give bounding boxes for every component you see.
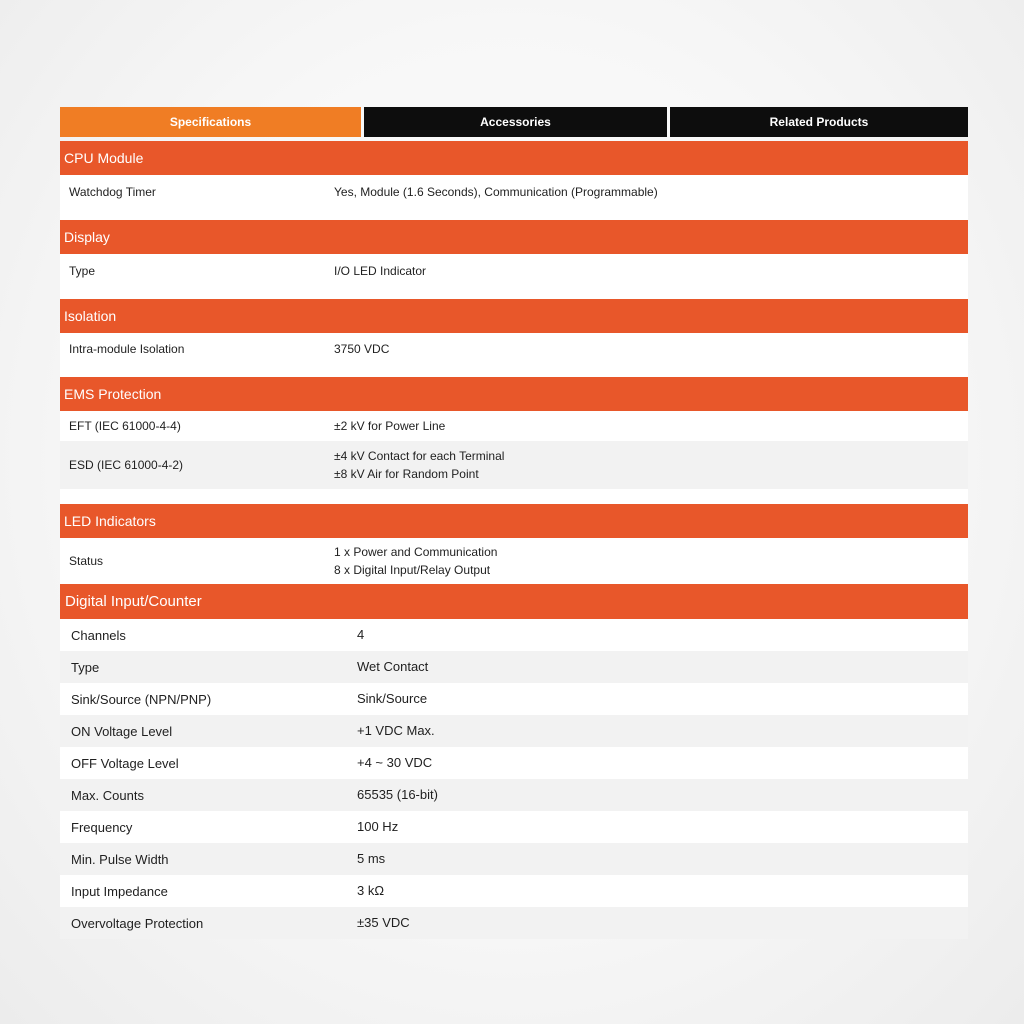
spec-value-line: ±8 kV Air for Random Point xyxy=(334,467,479,481)
spec-value-line: ±4 kV Contact for each Terminal xyxy=(334,449,505,463)
spec-label: Channels xyxy=(71,627,126,643)
spec-label: Status xyxy=(69,554,104,568)
spec-value: Yes, Module (1.6 Seconds), Communication (Programmable) xyxy=(334,185,658,199)
spec-row xyxy=(60,747,968,779)
spec-label: ON Voltage Level xyxy=(71,723,173,739)
spec-row xyxy=(60,811,968,843)
section-digital-input-counter xyxy=(60,584,968,939)
tab-accessories[interactable]: Accessories xyxy=(364,107,667,137)
spec-value: 65535 (16-bit) xyxy=(357,787,438,802)
spec-label: Intra-module Isolation xyxy=(69,342,185,356)
spec-row xyxy=(60,175,968,209)
spec-value: Wet Contact xyxy=(357,659,429,674)
spec-row xyxy=(60,538,968,584)
section-title: EMS Protection xyxy=(60,377,968,411)
spec-row xyxy=(60,843,968,875)
spec-container xyxy=(60,107,968,939)
section-title: Digital Input/Counter xyxy=(60,584,968,619)
spec-label: Max. Counts xyxy=(71,787,144,803)
spec-label: OFF Voltage Level xyxy=(71,755,179,771)
section-title: Isolation xyxy=(60,299,968,333)
spec-row xyxy=(60,779,968,811)
tab-bar xyxy=(60,107,968,137)
spec-row xyxy=(60,683,968,715)
section-display xyxy=(60,220,968,299)
section-cpu-module xyxy=(60,141,968,220)
tab-specifications[interactable]: Specifications xyxy=(60,107,361,137)
spec-row xyxy=(60,411,968,441)
section-title: CPU Module xyxy=(60,141,968,175)
spec-value: 3750 VDC xyxy=(334,342,390,356)
spec-label: EFT (IEC 61000-4-4) xyxy=(69,419,181,433)
spec-label: Type xyxy=(71,659,100,675)
spec-value-line: 1 x Power and Communication xyxy=(334,545,498,559)
spec-row xyxy=(60,333,968,365)
spec-row xyxy=(60,254,968,287)
tab-related-products[interactable]: Related Products xyxy=(670,107,968,137)
spec-value-line: 8 x Digital Input/Relay Output xyxy=(334,563,491,577)
spec-value xyxy=(334,447,968,483)
spec-row xyxy=(60,619,968,651)
spec-value: 100 Hz xyxy=(357,819,399,834)
spec-value: I/O LED Indicator xyxy=(334,263,427,278)
spec-value: 5 ms xyxy=(357,851,386,866)
spec-value: 4 xyxy=(357,627,365,642)
spec-row xyxy=(60,651,968,683)
spec-row xyxy=(60,715,968,747)
spec-row xyxy=(60,875,968,907)
spec-row xyxy=(60,907,968,939)
spec-value: 3 kΩ xyxy=(357,883,385,898)
spec-label: ESD (IEC 61000-4-2) xyxy=(69,458,184,472)
spec-value: +1 VDC Max. xyxy=(357,723,435,738)
spec-value xyxy=(334,543,968,579)
spec-value: ±2 kV for Power Line xyxy=(334,419,446,433)
section-led-indicators xyxy=(60,504,968,584)
section-title: LED Indicators xyxy=(60,504,968,538)
spec-label: Min. Pulse Width xyxy=(71,851,169,867)
section-ems-protection xyxy=(60,377,968,504)
spec-label: Watchdog Timer xyxy=(69,185,156,199)
spec-label: Frequency xyxy=(71,819,133,835)
spec-label: Sink/Source (NPN/PNP) xyxy=(71,691,212,707)
spec-value: Sink/Source xyxy=(357,691,428,706)
spec-label: Overvoltage Protection xyxy=(71,915,204,931)
spec-value: ±35 VDC xyxy=(357,915,410,930)
spec-label: Type xyxy=(69,263,96,278)
spec-value: +4 ~ 30 VDC xyxy=(357,755,433,770)
section-isolation xyxy=(60,299,968,377)
spec-row xyxy=(60,441,968,489)
section-title: Display xyxy=(60,220,968,254)
spec-label: Input Impedance xyxy=(71,883,168,899)
